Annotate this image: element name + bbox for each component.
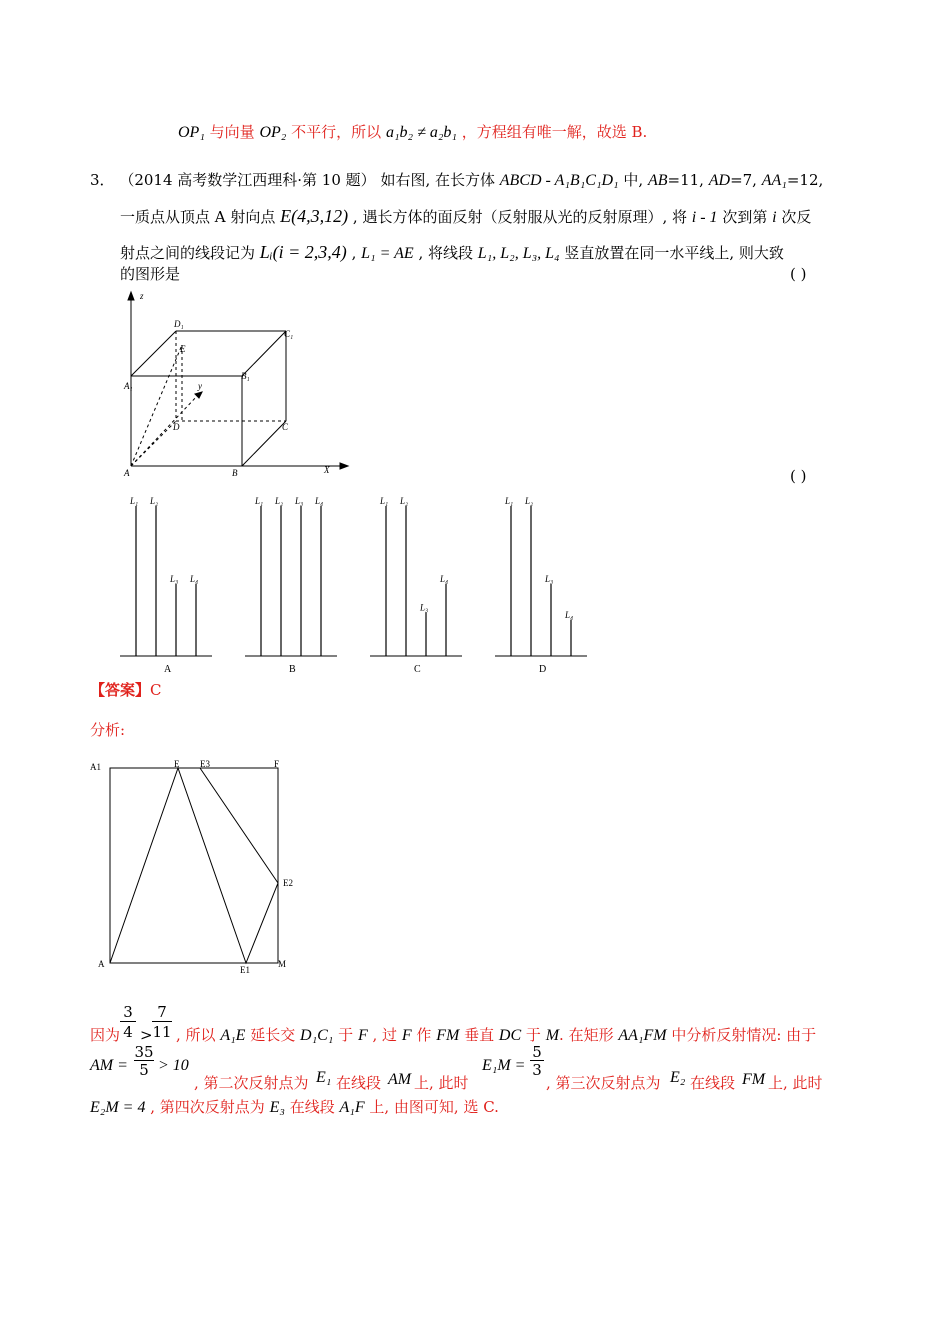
- frac-numerator: 3: [120, 1003, 136, 1022]
- reflection-path: [110, 768, 278, 963]
- label-a: A: [124, 468, 130, 478]
- dc: DC: [498, 1027, 522, 1044]
- label-b: B: [232, 468, 238, 478]
- gt-10: > 10: [158, 1057, 189, 1074]
- ray-ae: [131, 345, 182, 466]
- text-3: ，方程组有唯一解，故选 B.: [461, 123, 648, 141]
- answer-line: [90, 680, 162, 700]
- segments-list: L₁, L₂, L₃, L₄: [477, 245, 560, 262]
- frac-3-4: [120, 1003, 136, 1042]
- segment-label: L₁: [380, 496, 389, 506]
- label-f: F: [274, 759, 280, 769]
- segment-label: L₄: [440, 574, 449, 584]
- option-label: C: [414, 664, 421, 675]
- label-a1: A₁: [124, 381, 133, 391]
- l1-definition: L₁ = AE: [361, 245, 414, 262]
- label-d1: D₁: [174, 319, 184, 329]
- ab-symbol: AB: [647, 172, 668, 189]
- fm: FM: [742, 1071, 766, 1088]
- aa1fm: AA₁FM: [618, 1027, 667, 1044]
- answer-paren: ( ): [790, 265, 807, 283]
- label-z: z: [140, 291, 144, 301]
- label-x: X: [324, 465, 330, 475]
- frac-numerator: 35: [134, 1043, 154, 1061]
- explain-text: , 第四次反射点为: [150, 1098, 265, 1116]
- cuboid-figure: [118, 290, 358, 480]
- analysis-label: 分析:: [90, 721, 126, 739]
- label-a1: A1: [90, 762, 101, 772]
- option-c-diagram: [370, 496, 462, 675]
- problem-text: 中,: [623, 171, 644, 189]
- segment-label: L₄: [315, 496, 324, 506]
- answer-label: 【答案】: [90, 681, 151, 699]
- frac-35-5: [134, 1044, 154, 1079]
- label-d: D: [173, 422, 180, 432]
- explain-text: 上, 此时: [768, 1074, 823, 1092]
- explain-text: 上, 此时: [414, 1074, 469, 1092]
- option-a-diagram: [120, 496, 212, 675]
- frac-denominator: 4: [123, 1023, 133, 1041]
- explain-text: 因为: [90, 1026, 121, 1044]
- segment-label: L₃: [420, 602, 429, 613]
- problem-text: 次反: [781, 208, 812, 226]
- aa1-value: =12,: [786, 171, 824, 189]
- problem-line-1: [90, 170, 823, 191]
- label-e3: E3: [200, 759, 210, 769]
- ad-value: =7,: [730, 171, 757, 189]
- problem-text: 如右图, 在长方体: [380, 171, 495, 189]
- i-variable: i: [772, 209, 777, 226]
- label-c: C: [282, 422, 289, 432]
- e3: E₃: [269, 1099, 285, 1116]
- label-e1: E1: [240, 965, 250, 975]
- reflection-figure: [86, 755, 306, 980]
- point-m: M: [545, 1027, 560, 1044]
- label-c1: C₁: [284, 329, 294, 339]
- point-f: F: [357, 1027, 368, 1044]
- answer-value: C: [150, 681, 162, 699]
- problem-source: （2014 高考数学江西理科·第 10 题）: [119, 171, 376, 189]
- explain-rest-1: [176, 1025, 816, 1046]
- problem-text: 一质点从顶点 A 射向点: [120, 208, 276, 226]
- point-f: F: [401, 1027, 412, 1044]
- segment-label: L₃: [295, 496, 304, 506]
- aa1-symbol: AA₁: [761, 172, 787, 189]
- problem-line-2: [120, 206, 811, 228]
- explain-text: 中分析反射情况: 由于: [671, 1026, 817, 1044]
- explain-text: 作: [416, 1026, 432, 1044]
- problem-line-4: [120, 264, 180, 284]
- z-arrow-icon: [128, 292, 134, 300]
- li-definition: Lᵢ(i = 2,3,4): [259, 242, 347, 262]
- label-a: A: [98, 959, 105, 969]
- problem-line-3: [120, 242, 784, 264]
- e2: E₂: [670, 1069, 686, 1086]
- ab-value: =11,: [667, 171, 704, 189]
- problem-text: , 遇长方体的面反射（反射服从光的反射原理）, 将: [352, 208, 687, 226]
- explain-text: , 第二次反射点为: [194, 1074, 309, 1092]
- greater-than: >: [140, 1026, 153, 1044]
- segment-label: L₁: [255, 496, 264, 506]
- option-b-diagram: [245, 496, 337, 675]
- explain-text: 在线段: [289, 1098, 335, 1116]
- label-e2: E2: [283, 878, 293, 888]
- frac-numerator: 7: [152, 1003, 172, 1022]
- explain-text: 于: [525, 1026, 541, 1044]
- label-e: E: [180, 344, 186, 354]
- label-b1: B₁: [241, 371, 250, 381]
- problem-text: , 将线段: [418, 244, 473, 262]
- explain-text: . 在矩形: [559, 1026, 614, 1044]
- explain-line-3: [90, 1097, 499, 1118]
- option-d-diagram: [495, 496, 587, 675]
- vector-op1: OP₁: [178, 124, 205, 141]
- text-2: 不平行，所以: [291, 123, 382, 141]
- segment-label: L₁: [505, 496, 514, 506]
- frac-denominator: 5: [139, 1061, 149, 1079]
- segment-label: L₃: [545, 574, 554, 584]
- x-arrow-icon: [340, 463, 348, 469]
- d1c1: D₁C₁: [300, 1027, 334, 1044]
- segment-label: L₂: [525, 496, 534, 506]
- option-label: D: [539, 664, 547, 675]
- segment-label: L₂: [150, 496, 159, 506]
- answer-paren-2: ( ): [790, 467, 807, 485]
- label-m: M: [278, 959, 287, 969]
- option-label: B: [289, 664, 296, 675]
- frac-numerator: 5: [530, 1044, 544, 1061]
- explain-text: 上, 由图可知, 选 C.: [369, 1098, 499, 1116]
- ad-symbol: AD: [708, 172, 731, 189]
- segment-label: L₄: [565, 610, 574, 620]
- segment-label: L₁: [130, 496, 139, 506]
- options-figure: [110, 490, 620, 675]
- ray-a-dir: [131, 395, 198, 466]
- explain-text: 在线段: [336, 1074, 382, 1092]
- problem-text: 次到第: [722, 208, 768, 226]
- explain-text: 在线段: [690, 1074, 736, 1092]
- i-minus-1: i - 1: [691, 209, 718, 226]
- rectangle-aa1fm: [110, 768, 278, 963]
- a1e: A₁E: [220, 1027, 246, 1044]
- explain-text: 延长交: [250, 1026, 296, 1044]
- segment-label: L₄: [190, 574, 199, 584]
- problem-text: 的图形是: [120, 265, 181, 283]
- y-arrow-icon: [195, 392, 202, 398]
- am: AM: [388, 1071, 412, 1088]
- explain-text: , 所以: [176, 1026, 216, 1044]
- explain-text: , 第三次反射点为: [546, 1074, 661, 1092]
- segment-label: L₂: [275, 496, 284, 506]
- problem-text: 竖直放置在同一水平线上, 则大致: [564, 244, 784, 262]
- problem-number: 3．: [90, 171, 115, 189]
- top-conclusion-line: [178, 122, 647, 143]
- a1f: A₁F: [339, 1099, 365, 1116]
- e1m-lhs: E₁M =: [482, 1057, 526, 1074]
- text-1: 与向量: [209, 123, 255, 141]
- segment-label: L₂: [400, 496, 409, 506]
- problem-text: ,: [351, 244, 357, 262]
- condition: a₁b₂ ≠ a₂b₁: [385, 124, 457, 141]
- point-e: E(4,3,12): [280, 206, 349, 226]
- frac-denominator: 3: [532, 1061, 542, 1079]
- e1: E₁: [316, 1069, 332, 1086]
- vector-op2: OP₂: [259, 124, 287, 141]
- box-name: ABCD - A₁B₁C₁D₁: [499, 172, 619, 189]
- segment-label: L₃: [170, 574, 179, 584]
- frac-5-3: [530, 1044, 544, 1079]
- frac-denominator: 11: [152, 1023, 172, 1041]
- fm: FM: [436, 1027, 460, 1044]
- am-lhs: AM =: [90, 1057, 128, 1074]
- frac-7-11: [152, 1003, 172, 1042]
- e2m: E₂M = 4: [90, 1099, 146, 1116]
- label-e: E: [174, 759, 180, 769]
- option-label: A: [164, 664, 172, 675]
- explain-text: , 过: [372, 1026, 398, 1044]
- problem-text: 射点之间的线段记为: [120, 244, 256, 262]
- label-y: y: [198, 381, 202, 391]
- explain-text: 垂直: [464, 1026, 495, 1044]
- explain-text: 于: [338, 1026, 354, 1044]
